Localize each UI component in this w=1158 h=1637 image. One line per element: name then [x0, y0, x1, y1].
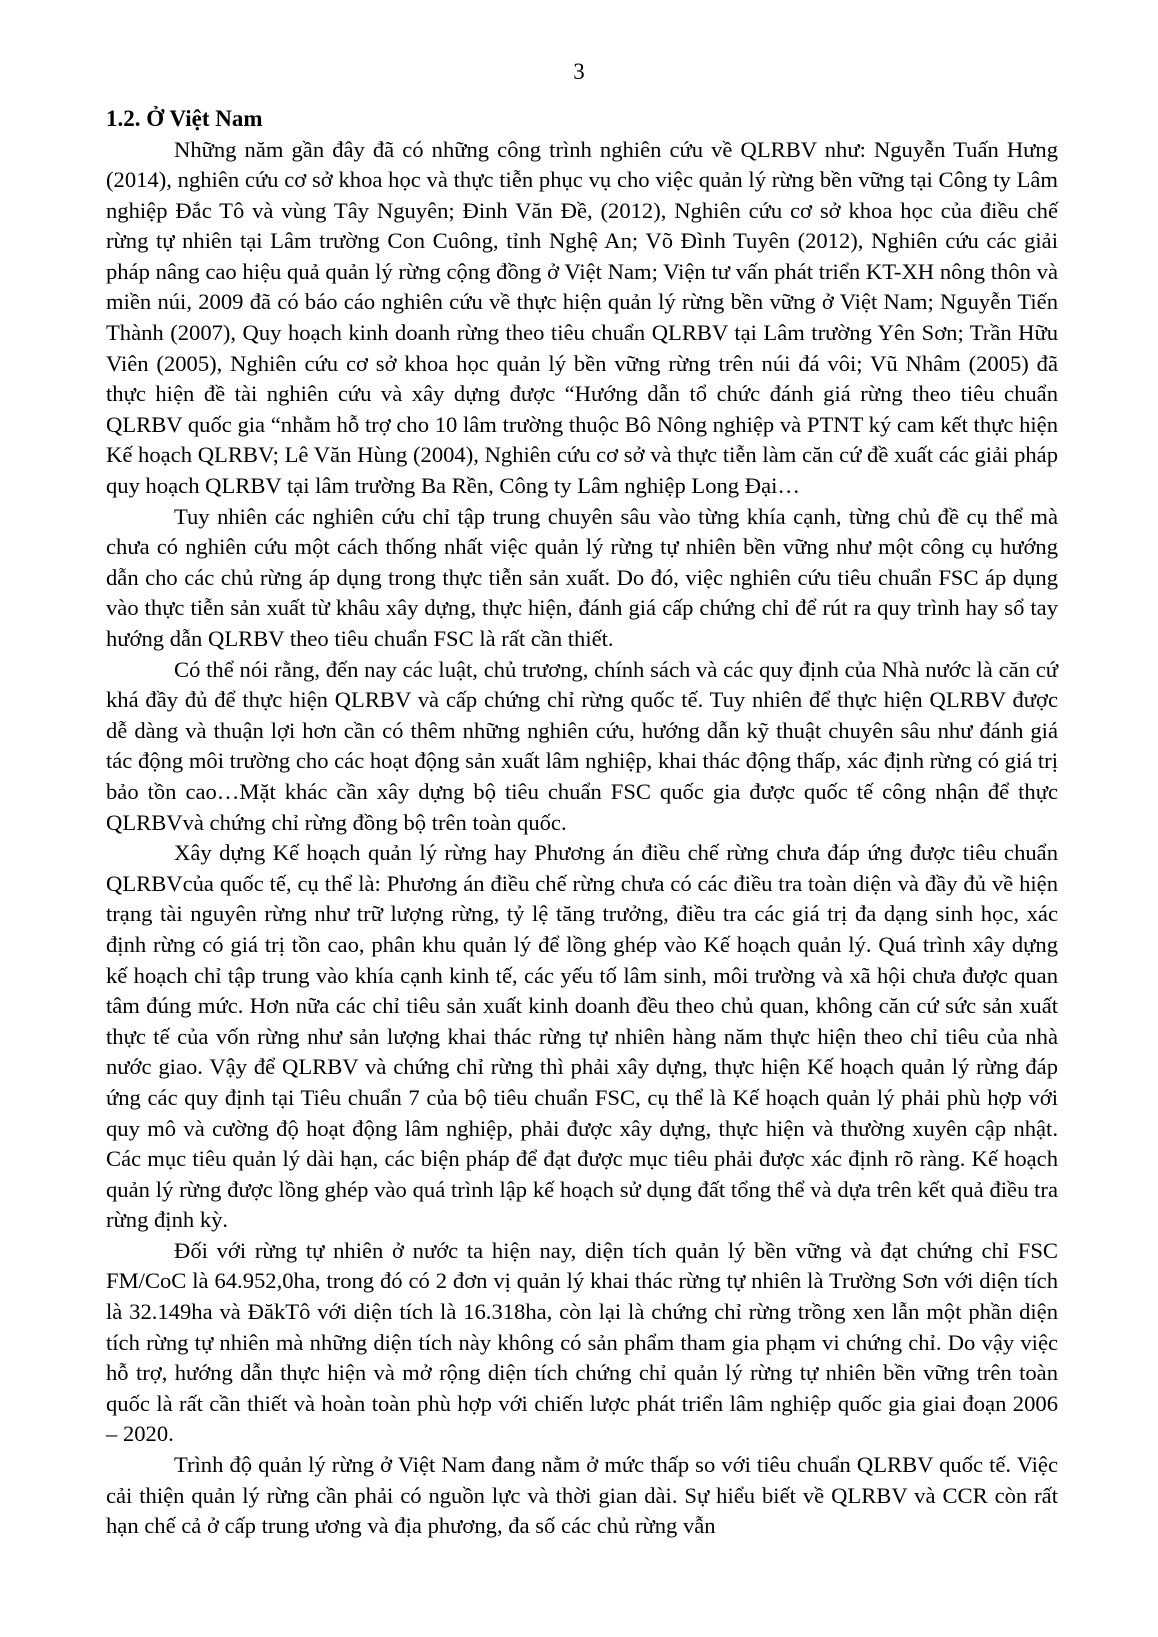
paragraph-management-plan: Xây dựng Kế hoạch quản lý rừng hay Phương án điều chế rừng chưa đáp ứng được tiêu chuẩn QLRBVcủa quốc tế, cụ thể là: Phương án điều chế rừng chưa có các điều tra toàn diện và đầy đủ về hiện trạng tài nguyên rừng như trữ lượng rừng, tỷ lệ tăng trưởng, điều tra các giá trị đa dạng sinh học, xác định rừng có giá trị tồn cao, phân khu quản lý để lồng ghép vào Kế hoạch quản lý. Quá trình xây dựng kế hoạch chỉ tập trung vào khía cạnh kinh tế, các yếu tố lâm sinh, môi trường và xã hội chưa được quan tâm đúng mức. Hơn nữa các chỉ tiêu sản xuất kinh doanh đều theo chủ quan, không căn cứ sức sản xuất thực tế của vốn rừng như sản lượng khai thác rừng tự nhiên hàng năm thực hiện theo chỉ tiêu của nhà nước giao. Vậy để QLRBV và chứng chỉ rừng thì phải xây dựng, thực hiện Kế hoạch quản lý rừng đáp ứng các quy định tại Tiêu chuẩn 7 của bộ tiêu chuẩn FSC, cụ thể là Kế hoạch quản lý phải phù hợp với quy mô và cường độ hoạt động lâm nghiệp, phải được xây dựng, thực hiện và thường xuyên cập nhật. Các mục tiêu quản lý dài hạn, các biện pháp để đạt được mục tiêu phải được xác định rõ ràng. Kế hoạch quản lý rừng được lồng ghép vào quá trình lập kế hoạch sử dụng đất tổng thể và dựa trên kết quả điều tra rừng định kỳ.	[106, 840, 1058, 1233]
section-heading: 1.2. Ở Việt Nam	[106, 106, 263, 131]
page-content	[106, 104, 1058, 1542]
paragraph-research-limitations: Tuy nhiên các nghiên cứu chỉ tập trung chuyên sâu vào từng khía cạnh, từng chủ đề cụ thể mà chưa có nghiên cứu một cách thống nhất việc quản lý rừng tự nhiên bền vững như một công cụ hướng dẫn cho các chủ rừng áp dụng trong thực tiễn sản xuất. Do đó, việc nghiên cứu tiêu chuẩn FSC áp dụng vào thực tiễn sản xuất từ khâu xây dựng, thực hiện, đánh giá cấp chứng chỉ để rút ra quy trình hay sổ tay hướng dẫn QLRBV theo tiêu chuẩn FSC là rất cần thiết.	[106, 503, 1058, 651]
paragraph-natural-forest-certification: Đối với rừng tự nhiên ở nước ta hiện nay, diện tích quản lý bền vững và đạt chứng chỉ FSC FM/CoC là 64.952,0ha, trong đó có 2 đơn vị quản lý khai thác rừng tự nhiên là Trường Sơn với diện tích là 32.149ha và ĐăkTô với diện tích là 16.318ha, còn lại là chứng chỉ rừng trồng xen lẫn một phần diện tích rừng tự nhiên mà những diện tích này không có sản phẩm tham gia phạm vi chứng chỉ. Do vậy việc hỗ trợ, hướng dẫn thực hiện và mở rộng diện tích chứng chỉ quản lý rừng tự nhiên bền vững trên toàn quốc là rất cần thiết và hoàn toàn phù hợp với chiến lược phát triển lâm nghiệp quốc gia giai đoạn 2006 – 2020.	[106, 1237, 1058, 1447]
page-number: 3	[573, 59, 585, 84]
paragraph-legal-basis: Có thể nói rằng, đến nay các luật, chủ trương, chính sách và các quy định của Nhà nước là căn cứ khá đầy đủ để thực hiện QLRBV và cấp chứng chỉ rừng quốc tế. Tuy nhiên để thực hiện QLRBV được dễ dàng và thuận lợi hơn cần có thêm những nghiên cứu, hướng dẫn kỹ thuật chuyên sâu như đánh giá tác động môi trường cho các hoạt động sản xuất lâm nghiệp, khai thác động thấp, xác định rừng có giá trị bảo tồn cao…Mặt khác cần xây dựng bộ tiêu chuẩn FSC quốc gia được quốc tế công nhận để thực QLRBVvà chứng chỉ rừng đồng bộ trên toàn quốc.	[106, 656, 1058, 835]
paragraph-qlrbv-studies: Những năm gần đây đã có những công trình nghiên cứu về QLRBV như: Nguyễn Tuấn Hưng (2014), nghiên cứu cơ sở khoa học và thực tiễn phục vụ cho việc quản lý rừng bền vững tại Công ty Lâm nghiệp Đắc Tô và vùng Tây Nguyên; Đinh Văn Đề, (2012), Nghiên cứu cơ sở khoa học của điều chế rừng tự nhiên tại Lâm trường Con Cuông, tỉnh Nghệ An; Võ Đình Tuyên (2012), Nghiên cứu các giải pháp nâng cao hiệu quả quản lý rừng cộng đồng ở Việt Nam; Viện tư vấn phát triển KT-XH nông thôn và miền núi, 2009 đã có báo cáo nghiên cứu về thực hiện quản lý rừng bền vững ở Việt Nam; Nguyễn Tiến Thành (2007), Quy hoạch kinh doanh rừng theo tiêu chuẩn QLRBV tại Lâm trường Yên Sơn; Trần Hữu Viên (2005), Nghiên cứu cơ sở khoa học quản lý bền vững rừng trên núi đá vôi; Vũ Nhâm (2005) đã thực hiện đề tài nghiên cứu và xây dựng được “Hướng dẫn tổ chức đánh giá rừng theo tiêu chuẩn QLRBV quốc gia “nhằm hỗ trợ cho 10 lâm trường thuộc Bô Nông nghiệp và PTNT ký cam kết thực hiện Kế hoạch QLRBV; Lê Văn Hùng (2004), Nghiên cứu cơ sở và thực tiễn làm căn cứ đề xuất các giải pháp quy hoạch QLRBV tại lâm trường Ba Rền, Công ty Lâm nghiệp Long Đại…	[106, 136, 1058, 499]
paragraph-management-level: Trình độ quản lý rừng ở Việt Nam đang nằm ở mức thấp so với tiêu chuẩn QLRBV quốc tế. Việc cải thiện quản lý rừng cần phải có nguồn lực và thời gian dài. Sự hiểu biết về QLRBV và CCR còn rất hạn chế cả ở cấp trung ương và địa phương, đa số các chủ rừng vẫn	[106, 1452, 1058, 1539]
